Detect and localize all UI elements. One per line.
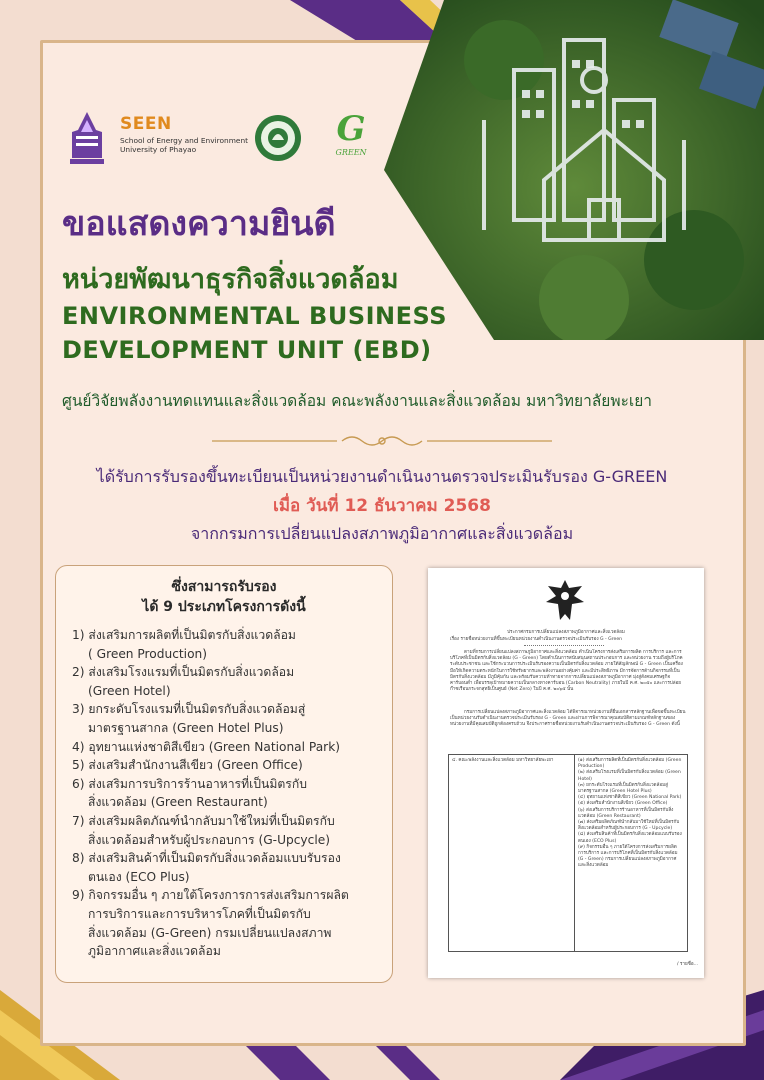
document-subject: เรื่อง รายชื่อหน่วยงานที่ขึ้นทะเบียนหน่วยงานดำเนินงานตรวจประเมินรับรอง G - Green [450,637,623,642]
registration-statement: ได้รับการรับรองขึ้นทะเบียนเป็นหน่วยงานดำเนินงานตรวจประเมินรับรอง G-GREEN [96,467,668,486]
green-city-illustration [364,0,764,340]
table-line: (๕) ส่งเสริมสำนักงานสีเขียว (Green Office) [578,801,668,807]
list-item-text: 1) ส่งเสริมการผลิตที่เป็นมิตรกับสิ่งแวดล้อม [72,628,296,642]
table-line: (๘) ส่งเสริมสินค้าที่เป็นมิตรกับสิ่งแวดล้อมแบบรับรองตนเอง (ECO Plus) [578,832,682,844]
table-cell-organization: ๔. คณะพลังงานและสิ่งแวดล้อม มหาวิทยาลัยพะเยา [452,758,554,763]
list-item-text: 8) ส่งเสริมสินค้าที่เป็นมิตรกับสิ่งแวดล้อมแบบรับรอง [72,851,341,866]
certification-types-box [55,565,393,983]
box-title-line2: ได้ 9 ประเภทโครงการดังนี้ [142,599,306,615]
list-item [72,738,384,757]
list-item [72,626,384,663]
list-item [72,756,384,775]
document-continuation: / รายชื่อ... [676,962,698,967]
list-item [72,886,384,960]
seen-logo-text: SEEN [120,114,172,134]
garuda-emblem-icon [542,576,588,626]
list-item-text: 7) ส่งเสริมผลิตภัณฑ์นำกลับมาใช้ใหม่ที่เป็นมิตรกับ [72,813,335,828]
list-item-subtext: ( Green Production) [88,646,208,661]
list-item-text: 2) ส่งเสริมโรงแรมที่เป็นมิตรกับสิ่งแวดล้อม [72,665,295,680]
list-item-text: 5) ส่งเสริมสำนักงานสีเขียว (Green Office) [72,758,303,773]
list-item-subtext: ตนเอง (ECO Plus) [88,869,190,884]
g-green-word: GREEN [335,148,367,157]
box-title-line1: ซึ่งสามารถรับรอง [171,579,277,595]
list-item [72,663,384,700]
g-green-mark: G [336,109,366,149]
university-logo [66,110,108,166]
document-paragraph-1: ตามที่กรมการเปลี่ยนแปลงสภาพภูมิอากาศและสิ่งแวดล้อม ดำเนินโครงการส่งเสริมการผลิต การบริการ และการบริโภคที่เป็นมิตรกับสิ่งแวดล้อม (G - Green) โดยดำเนินการสนับสนุนสถานประกอบการ และหน่วยงาน รวมถึงผู้บริโภคระดับประชาชน และใช้กระบวนการประเมินรับรองความเป็นมิตรกับสิ่งแวดล้อม ภายใต้สัญลักษณ์ G - Green เป็นเครื่องมือให้เกิดความตระหนักในการใช้ทรัพยากรและพลังงานอย่างคุ้มค่า และมีประสิทธิภาพ มีการจัดการด้านกิจกรรมที่เป็นมิตรกับสิ่งแวดล้อม มีภูมิคุ้มกัน และพร้อมรับความท้าทายจากการเปลี่ยนแปลงสภาพภูมิอากาศ มุ่งสู่สังคมเศรษฐกิจคาร์บอนต่ำ เพื่อบรรลุเป้าหมายความเป็นกลางทางคาร์บอน (Carbon Neutrality) ภายในปี ค.ศ. ๒๐๕๐ และการปล่อยก๊าซเรือนกระจกสุทธิเป็นศูนย์ (Net Zero) ในปี ค.ศ. ๒๐๖๕ นั้น [450,650,683,693]
table-divider [574,755,575,951]
list-item-text: 4) อุทยานแห่งชาติสีเขียว (Green National Park) [72,739,341,754]
logo-row [62,110,392,170]
seen-logo [120,114,248,154]
document-separator [524,645,604,646]
table-line: (๒) ส่งเสริมโรงแรมที่เป็นมิตรกับสิ่งแวดล้อม (Green Hotel) [578,770,681,782]
congratulations-heading: ขอแสดงความยินดี [62,204,336,244]
issuing-agency: จากกรมการเปลี่ยนแปลงสภาพภูมิอากาศและสิ่งแวดล้อม [190,524,574,543]
department-seal-logo [254,114,302,162]
list-item-text: 9) กิจกรรมอื่น ๆ ภายใต้โครงการการส่งเสริมการผลิต [72,888,349,903]
list-item-subtext: การบริการและการบริหารโภคที่เป็นมิตรกับ [88,906,311,921]
table-line: (๑) ส่งเสริมการผลิตที่เป็นมิตรกับสิ่งแวดล้อม (Green Production) [578,758,682,770]
list-item-text: 3) ยกระดับโรงแรมที่เป็นมิตรกับสิ่งแวดล้อมสู่ [72,702,306,717]
seen-school-name: School of Energy and Environment [120,136,249,145]
list-item-subtext: (Green Hotel) [88,683,171,698]
unit-name-english [62,299,447,367]
g-green-logo [326,110,376,157]
list-item [72,849,384,886]
list-item-text: 6) ส่งเสริมการบริการร้านอาหารที่เป็นมิตรกับ [72,776,307,791]
list-item [72,812,384,849]
list-item-subtext: สิ่งแวดล้อม (G-Green) กรมเปลี่ยนแปลงสภาพ [88,925,332,940]
table-line: (๖) ส่งเสริมการบริการร้านอาหารที่เป็นมิตรกับสิ่งแวดล้อม (Green Restaurant) [578,807,674,819]
certification-list [72,626,384,961]
official-announcement-document [428,568,704,978]
list-item-subtext: มาตรฐานสากล (Green Hotel Plus) [88,720,284,735]
table-line: (๔) อุทยานแห่งชาติสีเขียว (Green National Park) [578,795,682,801]
table-cell-categories [578,758,684,870]
table-line: (๓) ยกระดับโรงแรมที่เป็นมิตรกับสิ่งแวดล้อมสู่มาตรฐานสากล (Green Hotel Plus) [578,782,668,795]
list-item-subtext: ภูมิอากาศและสิ่งแวดล้อม [88,944,221,959]
list-item [72,775,384,812]
table-line: (๙) กิจกรรมอื่น ๆ ภายใต้โครงการส่งเสริมการผลิต การบริการ และการบริโภคที่เป็นมิตรกับสิ่งแวดล้อม (G - Green) กรมการเปลี่ยนแปลงสภาพภูมิอากาศและสิ่งแวดล้อม [578,844,678,869]
list-item-subtext: สิ่งแวดล้อม (Green Restaurant) [88,795,268,810]
document-heading: ประกาศกรมการเปลี่ยนแปลงสภาพภูมิอากาศและสิ่งแวดล้อม [507,630,625,635]
unit-name-thai: หน่วยพัฒนาธุรกิจสิ่งแวดล้อม [62,264,399,295]
unit-name-english-line1: ENVIRONMENTAL BUSINESS [62,302,448,330]
unit-name-english-line2: DEVELOPMENT UNIT (EBD) [62,336,432,364]
document-table [448,754,688,952]
list-item [72,700,384,737]
list-item-subtext: สิ่งแวดล้อมสำหรับผู้ประกอบการ (G-Upcycle) [88,832,330,847]
seen-university-name: University of Phayao [120,145,197,154]
document-paragraph-2: กรมการเปลี่ยนแปลงสภาพภูมิอากาศและสิ่งแวดล้อม ได้พิจารณาหน่วยงานที่ยื่นเอกสารหลักฐานเพื่อขอขึ้นทะเบียนเป็นหน่วยงานรับดำเนินงานตรวจประเมินรับรอง G - Green และผ่านการพิจารณาคุณสมบัติตามเกณฑ์หลักฐานของหน่วยงานที่มีคุณสมบัติถูกต้องครบถ้วน จึงประกาศรายชื่อหน่วยงานรับดำเนินงานตรวจประเมินรับรอง G - Green ดังนี้ [450,710,686,728]
ornament-divider [212,432,552,450]
table-line: (๗) ส่งเสริมผลิตภัณฑ์นำกลับมาใช้ใหม่ที่เป็นมิตรกับสิ่งแวดล้อมสำหรับผู้ประกอบการ (G - Upcycle) [578,820,680,832]
registration-date: เมื่อ วันที่ 12 ธันวาคม 2568 [273,496,491,516]
affiliation-text: ศูนย์วิจัยพลังงานทดแทนและสิ่งแวดล้อม คณะพลังงานและสิ่งแวดล้อม มหาวิทยาลัยพะเยา [62,392,653,410]
